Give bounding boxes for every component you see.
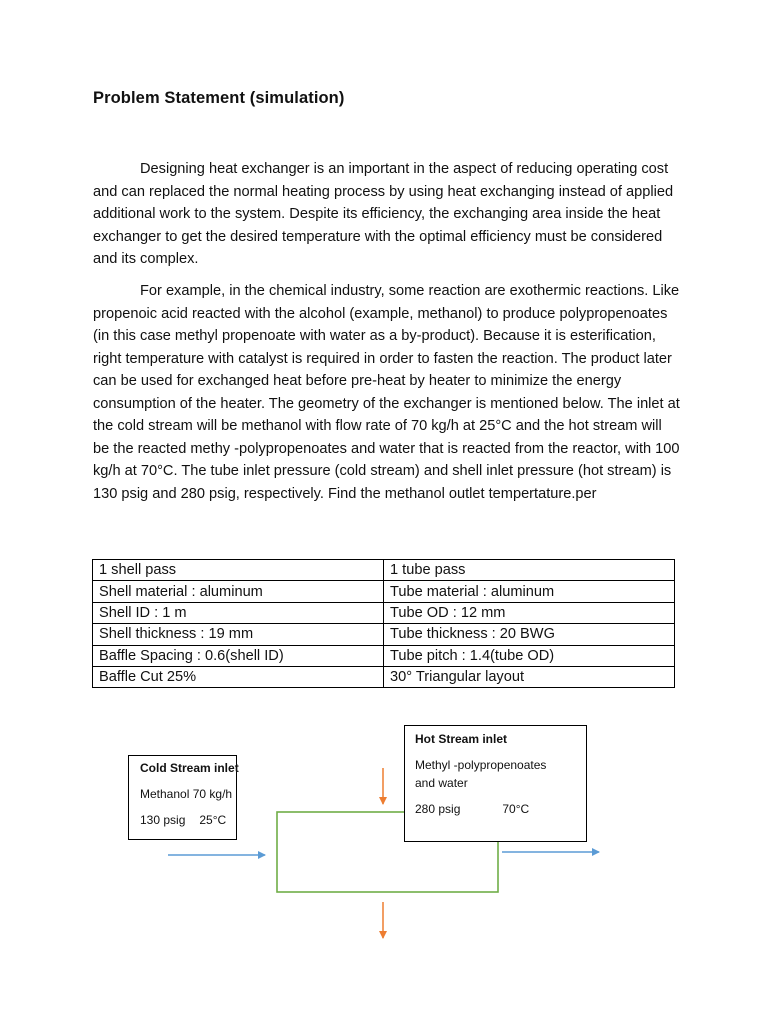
shell-spec-cell: Baffle Spacing : 0.6(shell ID)	[93, 645, 384, 666]
cold-stream-title: Cold Stream inlet	[140, 761, 239, 775]
hot-stream-temperature: 70°C	[502, 802, 530, 816]
cold-stream-temperature: 25°C	[199, 813, 227, 827]
cold-stream-fluid: Methanol	[140, 787, 190, 801]
tube-spec-cell: Tube material : aluminum	[384, 581, 675, 602]
cold-stream-flow: 70 kg/h	[192, 787, 233, 801]
shell-spec-cell: Shell ID : 1 m	[93, 602, 384, 623]
hot-stream-fluid-line-1: Methyl -polypropenoates	[415, 758, 547, 772]
page-title: Problem Statement (simulation)	[93, 89, 345, 107]
tube-spec-cell: Tube thickness : 20 BWG	[384, 624, 675, 645]
cold-stream-inlet-box	[128, 755, 237, 840]
hot-stream-fluid-line-2: and water	[415, 776, 468, 790]
shell-spec-cell: 1 shell pass	[93, 560, 384, 581]
hot-stream-conditions-line	[415, 800, 586, 818]
cold-stream-pressure: 130 psig	[140, 813, 186, 827]
cold-stream-fluid-line	[140, 785, 236, 803]
shell-spec-cell: Shell thickness : 19 mm	[93, 624, 384, 645]
hot-stream-pressure: 280 psig	[415, 802, 461, 816]
cold-stream-conditions-line	[140, 811, 236, 829]
shell-spec-cell: Baffle Cut 25%	[93, 666, 384, 687]
paragraph-1: Designing heat exchanger is an important in the aspect of reducing operating cost and can replaced the normal heating process by using heat exchanging instead of applied additional work to the system. Despite its efficiency, the exchanging area inside the heat exchanger to get the desired temperature with the optimal efficiency must be considered and its complex.	[93, 161, 674, 267]
paragraph-2: For example, in the chemical industry, some reaction are exothermic reactions. Like propenoic acid reacted with the alcohol (example, methanol) to produce polypropenoates (in this case methyl propenoate with water as a by-product). Because it is esterification, right temperature with catalyst is required in order to fasten the reaction. The product later can be used for exchanged heat before pre-heat by heater to minimize the energy consumption of the heater. The geometry of the exchanger is mentioned below. The inlet at the cold stream will be methanol with flow rate of 70 kg/h at 25°C and the hot stream will be the reacted methy -polypropenoates and water that is reacted from the reactor, with 100 kg/h at 70°C. The tube inlet pressure (cold stream) and shell inlet pressure (hot stream) is 130 psig and 280 psig, respectively. Find the methanol outlet tempertature.per	[93, 283, 680, 502]
tube-spec-cell: 1 tube pass	[384, 560, 675, 581]
shell-spec-cell: Shell material : aluminum	[93, 581, 384, 602]
tube-spec-cell: Tube pitch : 1.4(tube OD)	[384, 645, 675, 666]
tube-spec-cell: Tube OD : 12 mm	[384, 602, 675, 623]
tube-spec-cell: 30° Triangular layout	[384, 666, 675, 687]
hot-stream-title: Hot Stream inlet	[415, 732, 508, 746]
hot-stream-inlet-box	[404, 725, 587, 842]
